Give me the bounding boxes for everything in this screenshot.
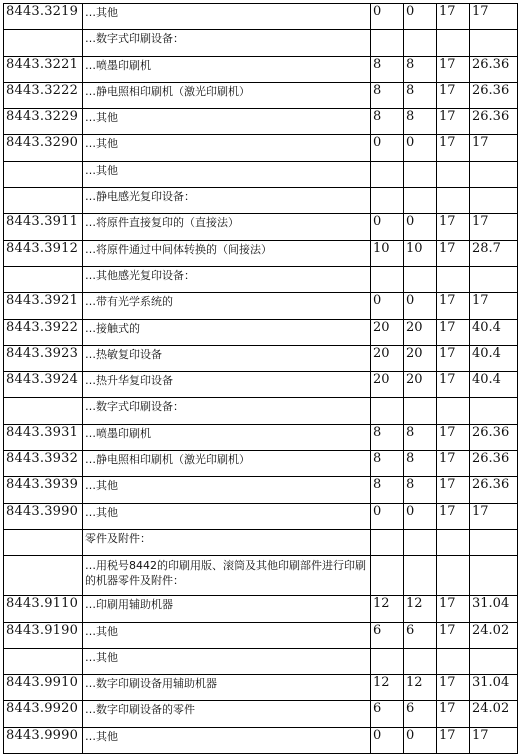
description-cell: …其他 [83,503,371,529]
rate-4-cell: 26.36 [470,424,518,450]
rate-2-cell: 20 [404,372,437,398]
rate-4-cell [470,398,518,424]
rate-2-cell: 8 [404,451,437,477]
rate-1-cell: 20 [371,319,404,345]
description-cell: …其他 [83,622,371,648]
rate-3-cell [437,161,470,187]
table-row [4,477,518,503]
tariff-code-cell: 8443.9920 [4,701,83,727]
description-cell: …其他 [83,727,371,753]
rate-1-cell: 8 [371,56,404,82]
rate-4-cell: 26.36 [470,82,518,108]
rate-3-cell [437,398,470,424]
rate-2-cell: 8 [404,477,437,503]
rate-2-cell [404,188,437,214]
rate-4-cell: 17 [470,214,518,240]
rate-1-cell: 0 [371,293,404,319]
rate-4-cell [470,266,518,292]
tariff-code-cell: 8443.3221 [4,56,83,82]
rate-2-cell: 0 [404,727,437,753]
tariff-code-cell [4,161,83,187]
rate-3-cell: 17 [437,596,470,622]
rate-3-cell: 17 [437,372,470,398]
description-cell: …带有光学系统的 [83,293,371,319]
description-cell: …喷墨印刷机 [83,424,371,450]
tariff-code-cell [4,266,83,292]
tariff-code-cell: 8443.3911 [4,214,83,240]
rate-3-cell [437,30,470,56]
tariff-code-cell: 8443.9990 [4,727,83,753]
rate-3-cell: 17 [437,727,470,753]
rate-1-cell: 10 [371,240,404,266]
tariff-code-cell: 8443.3990 [4,503,83,529]
rate-2-cell: 0 [404,503,437,529]
description-cell: …其他 [83,648,371,674]
rate-3-cell [437,648,470,674]
table-row [4,556,518,596]
rate-4-cell: 17 [470,503,518,529]
tariff-code-cell: 8443.3921 [4,293,83,319]
table-row [4,82,518,108]
table-row [4,701,518,727]
rate-4-cell: 17 [470,727,518,753]
rate-2-cell: 12 [404,675,437,701]
rate-4-cell [470,556,518,596]
rate-4-cell: 31.04 [470,675,518,701]
description-cell: …数字式印刷设备： [83,30,371,56]
rate-1-cell: 6 [371,701,404,727]
rate-1-cell [371,266,404,292]
rate-4-cell: 40.4 [470,319,518,345]
rate-1-cell: 8 [371,477,404,503]
description-cell: …热升华复印设备 [83,372,371,398]
rate-4-cell: 26.36 [470,56,518,82]
tariff-code-cell: 8443.9190 [4,622,83,648]
rate-2-cell: 8 [404,424,437,450]
rate-4-cell [470,529,518,555]
table-row [4,648,518,674]
rate-3-cell: 17 [437,109,470,135]
rate-3-cell: 17 [437,622,470,648]
tariff-code-cell: 8443.9110 [4,596,83,622]
tariff-code-cell: 8443.3912 [4,240,83,266]
description-cell: …其他 [83,109,371,135]
rate-1-cell: 8 [371,451,404,477]
rate-2-cell [404,30,437,56]
description-cell: …数字式印刷设备： [83,398,371,424]
rate-2-cell: 6 [404,701,437,727]
tariff-code-cell: 8443.3924 [4,372,83,398]
rate-3-cell: 17 [437,345,470,371]
description-cell: …静电照相印刷机（激光印刷机） [83,451,371,477]
tariff-code-cell [4,556,83,596]
rate-3-cell: 17 [437,135,470,161]
rate-2-cell: 6 [404,622,437,648]
rate-2-cell [404,161,437,187]
table-row [4,30,518,56]
rate-4-cell: 17 [470,293,518,319]
table-row [4,451,518,477]
rate-1-cell [371,648,404,674]
rate-2-cell: 12 [404,596,437,622]
tariff-code-cell: 8443.3222 [4,82,83,108]
rate-2-cell: 0 [404,214,437,240]
rate-4-cell: 26.36 [470,109,518,135]
rate-3-cell: 17 [437,503,470,529]
description-cell: …其他 [83,135,371,161]
rate-2-cell [404,266,437,292]
rate-2-cell: 0 [404,293,437,319]
description-cell: 零件及附件： [83,529,371,555]
description-cell: …数字印刷设备用辅助机器 [83,675,371,701]
description-cell: …静电感光复印设备： [83,188,371,214]
rate-1-cell [371,529,404,555]
rate-3-cell: 17 [437,214,470,240]
rate-3-cell: 17 [437,82,470,108]
rate-3-cell: 17 [437,701,470,727]
tariff-code-cell: 8443.3922 [4,319,83,345]
rate-4-cell [470,648,518,674]
table-row [4,214,518,240]
table-row [4,596,518,622]
rate-3-cell: 17 [437,319,470,345]
rate-4-cell: 40.4 [470,372,518,398]
rate-1-cell: 0 [371,4,404,30]
rate-4-cell: 17 [470,4,518,30]
table-row [4,4,518,30]
rate-3-cell: 17 [437,424,470,450]
rate-4-cell: 40.4 [470,345,518,371]
tariff-code-cell: 8443.3931 [4,424,83,450]
rate-3-cell [437,529,470,555]
rate-4-cell: 24.02 [470,701,518,727]
table-row [4,293,518,319]
rate-4-cell: 31.04 [470,596,518,622]
rate-1-cell: 0 [371,727,404,753]
rate-1-cell [371,30,404,56]
rate-2-cell: 8 [404,82,437,108]
tariff-page [3,3,517,754]
rate-2-cell: 0 [404,135,437,161]
rate-1-cell [371,398,404,424]
rate-4-cell: 24.02 [470,622,518,648]
tariff-code-cell: 8443.3939 [4,477,83,503]
table-row [4,240,518,266]
rate-2-cell: 20 [404,345,437,371]
rate-2-cell: 20 [404,319,437,345]
rate-1-cell: 20 [371,345,404,371]
description-cell: …用税号8442的印刷用版、滚筒及其他印刷部件进行印刷的机器零件及附件： [83,556,371,596]
rate-3-cell [437,556,470,596]
rate-1-cell [371,161,404,187]
table-row [4,727,518,753]
table-row [4,135,518,161]
table-row [4,424,518,450]
rate-1-cell [371,556,404,596]
rate-1-cell: 20 [371,372,404,398]
tariff-code-cell [4,30,83,56]
rate-1-cell: 8 [371,424,404,450]
tariff-code-cell: 8443.9910 [4,675,83,701]
rate-1-cell: 0 [371,135,404,161]
rate-4-cell [470,30,518,56]
description-cell: …将原件直接复印的（直接法） [83,214,371,240]
rate-3-cell: 17 [437,240,470,266]
rate-3-cell [437,266,470,292]
rate-1-cell: 12 [371,675,404,701]
rate-3-cell: 17 [437,451,470,477]
description-cell: …喷墨印刷机 [83,56,371,82]
table-row [4,398,518,424]
table-row [4,109,518,135]
rate-2-cell: 8 [404,109,437,135]
rate-3-cell: 17 [437,477,470,503]
table-row [4,188,518,214]
tariff-code-cell: 8443.3923 [4,345,83,371]
rate-2-cell: 0 [404,4,437,30]
rate-1-cell: 12 [371,596,404,622]
rate-4-cell: 26.36 [470,451,518,477]
description-cell: …数字印刷设备的零件 [83,701,371,727]
rate-4-cell [470,161,518,187]
table-row [4,319,518,345]
description-cell: …热敏复印设备 [83,345,371,371]
tariff-code-cell [4,398,83,424]
tariff-code-cell [4,648,83,674]
description-cell: …其他 [83,477,371,503]
table-row [4,372,518,398]
tariff-code-cell: 8443.3229 [4,109,83,135]
tariff-table [3,3,518,754]
description-cell: …印刷用辅助机器 [83,596,371,622]
tariff-code-cell [4,188,83,214]
table-row [4,675,518,701]
rate-2-cell [404,529,437,555]
description-cell: …其他 [83,4,371,30]
rate-1-cell: 8 [371,109,404,135]
table-row [4,266,518,292]
rate-2-cell [404,398,437,424]
description-cell: …静电照相印刷机（激光印刷机） [83,82,371,108]
description-cell: …将原件通过中间体转换的（间接法） [83,240,371,266]
table-row [4,503,518,529]
tariff-code-cell: 8443.3290 [4,135,83,161]
rate-2-cell: 8 [404,56,437,82]
rate-1-cell: 8 [371,82,404,108]
table-row [4,622,518,648]
rate-2-cell [404,556,437,596]
rate-1-cell: 0 [371,503,404,529]
tariff-code-cell [4,529,83,555]
tariff-code-cell: 8443.3219 [4,4,83,30]
tariff-code-cell: 8443.3932 [4,451,83,477]
rate-4-cell: 26.36 [470,477,518,503]
rate-1-cell [371,188,404,214]
description-cell: …其他感光复印设备： [83,266,371,292]
rate-3-cell: 17 [437,4,470,30]
tariff-table-body [4,4,518,754]
rate-4-cell [470,188,518,214]
rate-2-cell: 10 [404,240,437,266]
table-row [4,161,518,187]
table-row [4,345,518,371]
rate-3-cell: 17 [437,56,470,82]
description-cell: …接触式的 [83,319,371,345]
rate-3-cell: 17 [437,293,470,319]
rate-2-cell [404,648,437,674]
rate-3-cell: 17 [437,675,470,701]
table-row [4,529,518,555]
rate-4-cell: 28.7 [470,240,518,266]
rate-3-cell [437,188,470,214]
rate-1-cell: 6 [371,622,404,648]
table-row [4,56,518,82]
rate-4-cell: 17 [470,135,518,161]
description-cell: …其他 [83,161,371,187]
rate-1-cell: 0 [371,214,404,240]
